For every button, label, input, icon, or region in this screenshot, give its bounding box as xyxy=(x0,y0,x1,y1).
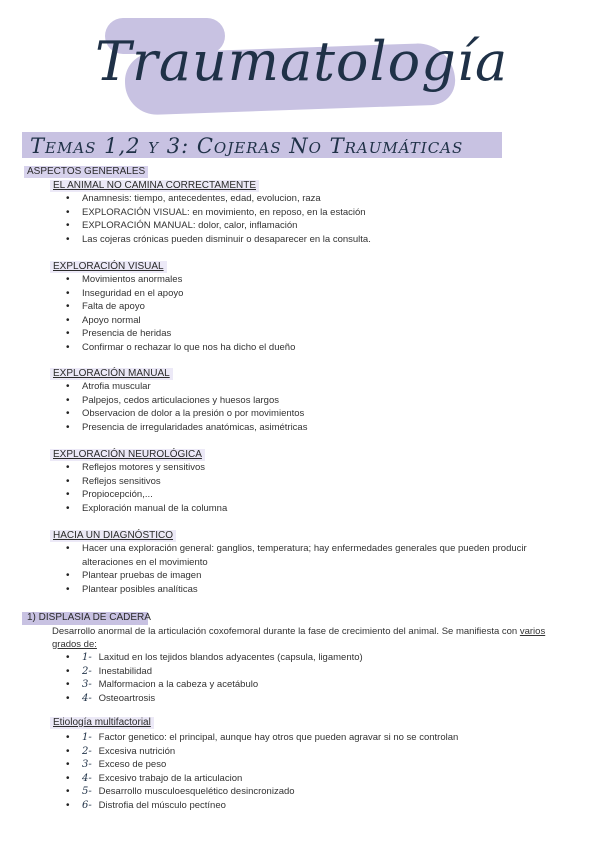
list-etiologia xyxy=(52,731,552,812)
list-item: • Plantear pruebas de imagen xyxy=(52,569,552,583)
list-item: • Plantear posibles analíticas xyxy=(52,583,552,597)
list-item xyxy=(52,799,552,813)
section-heading-displasia: 1) DISPLASIA DE CADERA xyxy=(27,612,151,623)
item-number: 4- xyxy=(82,692,92,704)
subheading-no-camina: EL ANIMAL NO CAMINA CORRECTAMENTE xyxy=(50,180,259,192)
list-item: • Anamnesis: tiempo, antecedentes, edad, evolucion, raza xyxy=(52,192,552,206)
list-item: • EXPLORACIÓN VISUAL: en movimiento, en reposo, en la estación xyxy=(52,206,552,220)
item-text: Excesivo trabajo de la articulacion xyxy=(98,772,243,784)
list-item: • Reflejos motores y sensitivos xyxy=(52,461,552,475)
paragraph-displasia xyxy=(52,626,552,651)
list-item: • Propiocepción,... xyxy=(52,488,552,502)
list-item xyxy=(52,772,552,786)
item-text: Exceso de peso xyxy=(98,759,167,770)
page-title: Traumatología xyxy=(95,30,509,93)
list-item xyxy=(52,731,552,745)
list-item: • Observacion de dolor a la presión o por movimientos xyxy=(52,407,552,421)
list-exploracion-manual xyxy=(52,380,552,434)
list-no-camina xyxy=(52,192,552,246)
item-text: Excesiva nutrición xyxy=(98,745,176,757)
list-item xyxy=(52,785,552,799)
list-item xyxy=(52,692,552,706)
list-item: • Confirmar o rechazar lo que nos ha dicho el dueño xyxy=(52,341,552,355)
paragraph-displasia-text: Desarrollo anormal de la articulación coxofemoral durante la fase de crecimiento del animal. Se manifiesta con xyxy=(52,626,518,637)
list-diagnostico xyxy=(52,542,552,596)
item-number: 3- xyxy=(82,759,92,770)
subheading-etiologia: Etiología multifactorial xyxy=(50,717,154,729)
list-item: • Exploración manual de la columna xyxy=(52,502,552,516)
list-item: • EXPLORACIÓN MANUAL: dolor, calor, inflamación xyxy=(52,219,552,233)
item-number: 4- xyxy=(82,772,92,784)
list-item xyxy=(52,758,552,772)
list-item xyxy=(52,651,552,665)
list-item: • Falta de apoyo xyxy=(52,300,552,314)
list-item: • Presencia de heridas xyxy=(52,327,552,341)
list-item: • Apoyo normal xyxy=(52,314,552,328)
item-text: Inestabilidad xyxy=(98,665,152,677)
list-item xyxy=(52,665,552,679)
subheading-exploracion-manual: EXPLORACIÓN MANUAL xyxy=(50,368,173,380)
item-number: 1- xyxy=(82,652,92,663)
subheading-diagnostico: HACIA UN DIAGNÓSTICO xyxy=(50,530,176,542)
list-item xyxy=(52,678,552,692)
item-number: 6- xyxy=(82,799,92,811)
item-text: Laxitud en los tejidos blandos adyacentes (capsula, ligamento) xyxy=(98,652,363,663)
subheading-exploracion-neurologica: EXPLORACIÓN NEUROLÓGICA xyxy=(50,449,205,461)
list-item: • Reflejos sensitivos xyxy=(52,475,552,489)
list-item: • Presencia de irregularidades anatómicas, asimétricas xyxy=(52,421,552,435)
item-number: 2- xyxy=(82,745,92,757)
list-exploracion-neurologica xyxy=(52,461,552,515)
list-item xyxy=(52,745,552,759)
item-number: 1- xyxy=(82,732,92,743)
list-item: • Palpejos, cedos articulaciones y huesos largos xyxy=(52,394,552,408)
list-exploracion-visual xyxy=(52,273,552,354)
item-number: 3- xyxy=(82,679,92,690)
list-grados xyxy=(52,651,552,705)
list-item: • Inseguridad en el apoyo xyxy=(52,287,552,301)
page-subtitle: Temas 1,2 y 3: Cojeras No Traumáticas xyxy=(30,134,464,158)
item-text: Distrofia del músculo pectíneo xyxy=(98,799,226,811)
paragraph-displasia-grados: varios grados de: xyxy=(52,626,546,650)
list-item: • Atrofia muscular xyxy=(52,380,552,394)
list-item: • Hacer una exploración general: ganglios, temperatura; hay enfermedades generales que pueden producir alteraciones en el movimiento xyxy=(52,542,552,569)
section-heading-aspectos: ASPECTOS GENERALES xyxy=(24,166,148,178)
list-item: • Las cojeras crónicas pueden disminuir o desaparecer en la consulta. xyxy=(52,233,552,247)
item-text: Osteoartrosis xyxy=(98,692,156,704)
title-block xyxy=(95,8,509,120)
item-number: 5- xyxy=(82,786,92,797)
list-item: • Movimientos anormales xyxy=(52,273,552,287)
item-number: 2- xyxy=(82,665,92,677)
item-text: Desarrollo musculoesquelético desincronizado xyxy=(98,786,295,797)
item-text: Malformacion a la cabeza y acetábulo xyxy=(98,679,259,690)
item-text: Factor genetico: el principal, aunque hay otros que pueden agravar si no se controlan xyxy=(98,732,459,743)
subheading-exploracion-visual: EXPLORACIÓN VISUAL xyxy=(50,261,167,273)
